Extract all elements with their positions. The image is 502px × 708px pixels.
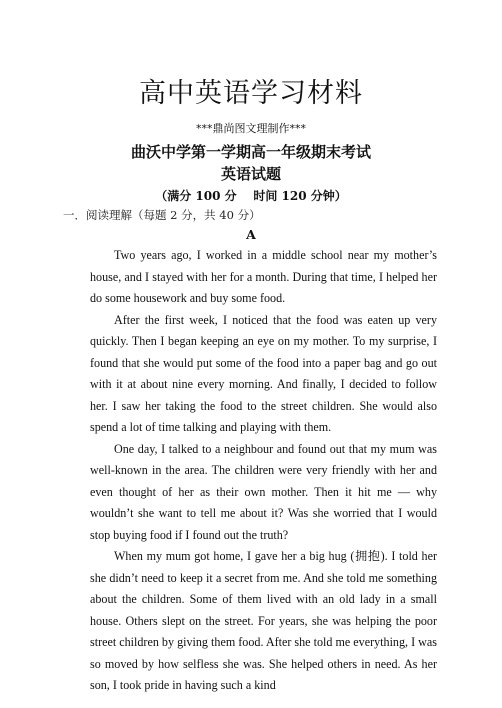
paragraph: Two years ago, I worked in a middle school near my mother’s house, and I stayed with her for a month. During that time, I helped her do some housework and buy some food. (90, 248, 437, 305)
exam-info: （满分 100 分 时间 120 分钟） (155, 189, 347, 203)
producer-line: ***鼎尚图文理制作*** (196, 122, 306, 135)
exam-title: 曲沃中学第一学期高一年级期末考试 (130, 143, 371, 161)
paragraph: One day, I talked to a neighbour and found out that my mum was well-known in the area. The children were very friendly with her and even thought of her as their own mother. Then it hit me — why wouldn’t she want to tell me about it? Was she worried that I would stop buying food if I found out the truth? (90, 441, 437, 542)
paragraph: When my mum got home, I gave her a big hug (拥抱). I told her she didn’t need to keep it a secret from me. And she told me something about the children. Some of them lived with an old lady in a small house. Others slept on the street. For years, she was helping the poor street children by giving them food. After she told me everything, I was so moved by how selfless she was. She helped others in need. As her son, I took pride in having such a kind (90, 549, 437, 692)
passage-letter: A (246, 227, 256, 242)
paragraph: After the first week, I noticed that the food was eaten up very quickly. Then I began keeping an eye on my mother. To my surprise, I found that she would put some of the food into a paper bag and go out with it at about nine every morning. And finally, I decided to follow her. I saw her taking the food to the street children. She would also spend a lot of time talking and playing with them. (90, 312, 437, 434)
section-heading: 一．阅读理解（每题 2 分，共 40 分） (63, 208, 261, 222)
document-title: 高中英语学习材料 (139, 78, 363, 109)
exam-subject: 英语试题 (220, 165, 281, 183)
passage-body (90, 245, 437, 697)
